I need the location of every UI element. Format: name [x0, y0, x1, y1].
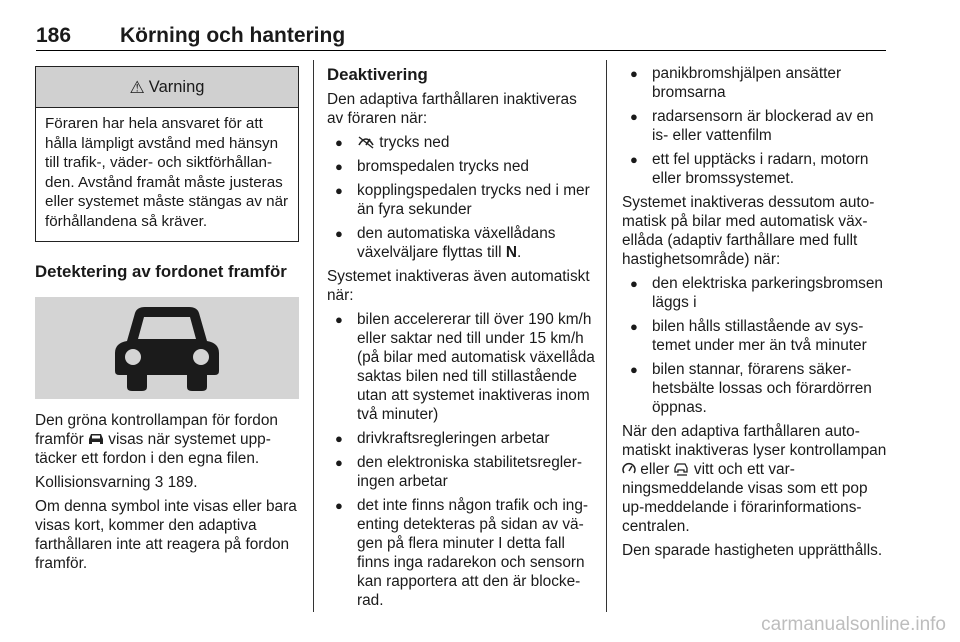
warning-triangle-icon: ⚠	[129, 77, 145, 97]
list-item: ● den elektroniska stabilitetsregleringen arbetar	[327, 453, 595, 491]
deactivation-list-3	[622, 64, 888, 188]
list-item: ● bromspedalen trycks ned	[327, 157, 595, 176]
adaptive-cruise-icon	[674, 462, 690, 476]
column-divider-1	[313, 60, 314, 612]
list-item: ● bilen accelererar till över 190 km/h eller saktar ned till under 15 km/h (på bilar med automatisk växellåda saktas bilen ned till stillastående utan att systemet inaktiveras inom två minuter)	[327, 310, 595, 424]
cruise-control-icon	[622, 462, 636, 476]
car-front-icon	[107, 303, 227, 393]
column-divider-2	[606, 60, 607, 612]
list-item: ● panikbromshjälpen ansätter bromsarna	[622, 64, 888, 102]
list-item: ● drivkraftsregleringen arbetar	[327, 429, 595, 448]
warning-header	[36, 67, 298, 108]
deactivation-intro: Den adaptiva farthållaren inaktiveras av föraren när:	[327, 91, 577, 127]
watermark: carmanualsonline.info	[761, 614, 946, 635]
list-item: ● radarsensorn är blockerad av en is- eller vattenfilm	[622, 107, 888, 145]
detection-paragraph-2: Kollisionsvarning 3 189.	[35, 473, 198, 491]
column-1	[35, 66, 299, 578]
list-item: ● kopplingspedalen trycks ned i mer än fyra sekunder	[327, 181, 595, 219]
auto-deactivation-paragraph: Systemet inaktiveras dessutom automatisk på bilar med automatisk växellåda (adaptiv farthållare med fullt hastighetsområde) när:	[622, 194, 875, 268]
deactivation-heading: Deaktivering	[327, 65, 428, 84]
saved-speed-paragraph: Den sparade hastigheten upprätthålls.	[622, 542, 883, 559]
header-rule	[36, 50, 886, 51]
vehicle-ahead-image	[35, 297, 299, 399]
warning-box	[35, 66, 299, 242]
chapter-title: Körning och hantering	[120, 24, 346, 47]
detection-heading: Detektering av fordonet framför	[35, 261, 287, 281]
list-item: ● det inte finns någon trafik och ingenting detekteras på sidan av vägen på flera minuter I detta fall finns inga radarekon och sensorn kan rapportera att den är blockerad.	[327, 496, 595, 610]
indicator-paragraph: När den adaptiva farthållaren automatiskt inaktiveras lyser kontrollampan eller vitt och ett varningsmeddelande visas som ett pop up-meddelande i förarinformationscentralen.	[622, 423, 887, 535]
page-number: 186	[36, 24, 72, 47]
cruise-cancel-icon	[357, 135, 375, 149]
list-item: ● den elektriska parkeringsbromsen läggs i	[622, 274, 888, 312]
column-2	[327, 64, 595, 615]
deactivation-list-4	[622, 274, 888, 417]
deactivation-list-2	[327, 310, 595, 610]
car-front-icon	[88, 433, 104, 446]
detection-paragraph-1: Den gröna kontrollampan för fordon framför visas när systemet upptäcker ett fordon i den egna filen.	[35, 411, 278, 467]
column-3	[622, 64, 888, 565]
list-item: ● bilen hålls stillastående av systemet under mer än två minuter	[622, 317, 888, 355]
list-item: ● den automatiska växellådans växelväljare flyttas till N.	[327, 224, 595, 262]
detection-paragraph-3: Om denna symbol inte visas eller bara visas kort, kommer den adaptiva farthållaren inte att reagera på fordon framför.	[35, 497, 297, 572]
page-header	[36, 22, 886, 52]
list-item: ● bilen stannar, förarens säkerhetsbälte lossas och förardörren öppnas.	[622, 360, 888, 417]
list-item: ● ett fel upptäcks i radarn, motorn eller bromssystemet.	[622, 150, 888, 188]
list-item: ● trycks ned	[327, 133, 595, 152]
deactivation-intro-2: Systemet inaktiveras även automatiskt när:	[327, 268, 590, 304]
deactivation-list-1	[327, 133, 595, 262]
warning-text: Föraren har hela ansvaret för att hålla lämpligt avstånd med hänsyn till trafik-, väder- och siktförhållanden. Avstånd framåt måste justeras eller systemet måste stängas av när förhållandena så kräver.	[45, 115, 289, 230]
cross-reference-arrow: 3	[154, 473, 164, 491]
warning-title: Varning	[148, 77, 205, 96]
